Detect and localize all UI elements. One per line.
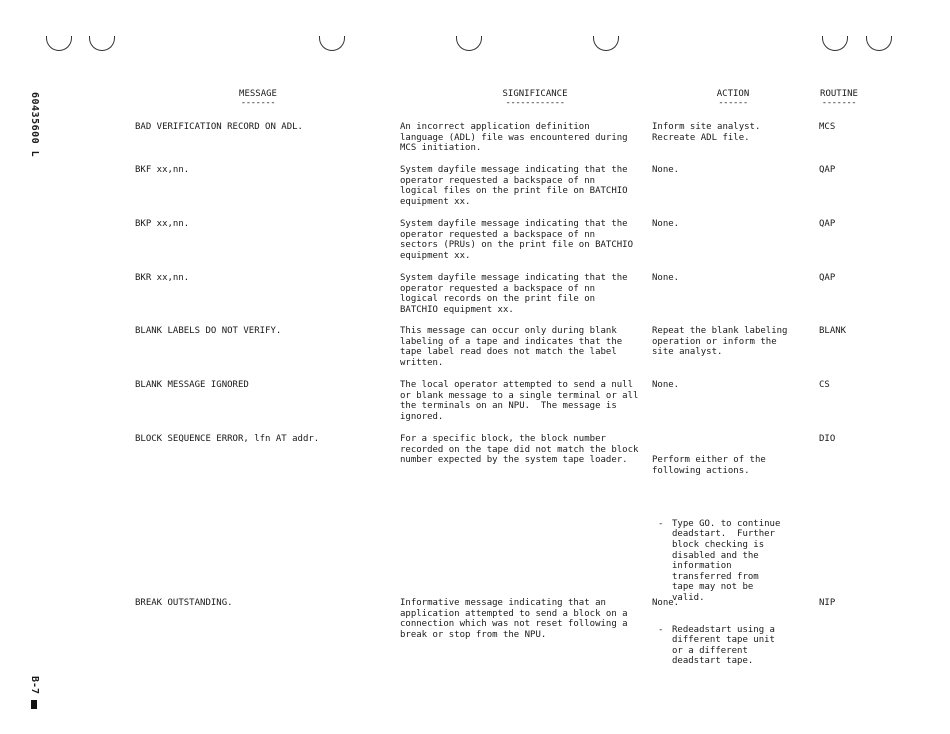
punch-hole [456,36,482,51]
action-text: None. [652,219,680,229]
punch-hole [319,36,345,51]
action-text: Repeat the blank labeling operation or inform the site analyst. [652,326,788,358]
header-message [232,89,284,106]
header-action [713,89,753,106]
punch-hole [822,36,848,51]
message-text: BLANK LABELS DO NOT VERIFY. [135,326,282,336]
header-label: ACTION [716,89,750,99]
document-number: 60435600 L [29,92,40,158]
action-cell [652,434,780,709]
significance-text: For a specific block, the block number recorded on the tape did not match the block number expected by the system tape loader. [400,434,639,466]
punch-hole [89,36,115,51]
routine-text: QAP [819,219,836,229]
action-text: None. [652,598,680,608]
significance-text: Informative message indicating that an application attempted to send a block on a connection which was not reset following a break or stop from the NPU. [400,598,628,640]
action-text: None. [652,380,680,390]
action-text: None. [652,273,680,283]
message-text: BKP xx,nn. [135,219,190,229]
significance-text: System dayfile message indicating that the operator requested a backspace of nn logical records on the print file on BATCHIO equipment xx. [400,273,628,315]
action-text: Inform site analyst. Recreate ADL file. [652,122,761,143]
header-routine [816,89,862,106]
routine-text: QAP [819,273,836,283]
routine-text: NIP [819,598,836,608]
action-list-item: - Redeadstart using a different tape unit or a different deadstart tape. [652,625,780,667]
routine-text: DIO [819,434,836,444]
action-text: Perform either of the following actions. [652,455,766,476]
header-underline: ------ [718,98,748,108]
routine-text: BLANK [819,326,847,336]
message-text: BLOCK SEQUENCE ERROR, lfn AT addr. [135,434,320,444]
message-text: BKF xx,nn. [135,165,190,175]
page-number: B-7 [29,676,40,695]
punch-hole [866,36,892,51]
significance-text: This message can occur only during blank labeling of a tape and indicates that the tape label read does not match the label written. [400,326,623,368]
significance-text: System dayfile message indicating that the operator requested a backspace of nn sectors (PRUs) on the print file on BATCHIO equipment xx. [400,219,633,261]
punch-hole [46,36,72,51]
action-list-item: - Type GO. to continue deadstart. Further block checking is disabled and the information transferred from tape may not be valid. [652,519,780,604]
header-underline: ------- [821,98,857,108]
routine-text: QAP [819,165,836,175]
message-text: BAD VERIFICATION RECORD ON ADL. [135,122,303,132]
message-text: BREAK OUTSTANDING. [135,598,233,608]
action-list [652,498,780,689]
significance-text: System dayfile message indicating that the operator requested a backspace of nn logical files on the print file on BATCHIO equipment xx. [400,165,628,207]
header-label: SIGNIFICANCE [502,89,568,99]
message-text: BKR xx,nn. [135,273,190,283]
punch-holes [0,36,950,56]
header-label: ROUTINE [820,89,858,99]
action-text: None. [652,165,680,175]
routine-text: CS [819,380,830,390]
routine-text: MCS [819,122,836,132]
change-bar [31,700,37,709]
header-label: MESSAGE [239,89,277,99]
header-significance [498,89,572,106]
punch-hole [593,36,619,51]
header-underline: ------- [240,98,276,108]
header-underline: ------------ [505,98,565,108]
message-text: BLANK MESSAGE IGNORED [135,380,249,390]
significance-text: The local operator attempted to send a null or blank message to a single terminal or all the terminals on an NPU. The message is ignored. [400,380,639,422]
significance-text: An incorrect application definition language (ADL) file was encountered during MCS initiation. [400,122,628,154]
